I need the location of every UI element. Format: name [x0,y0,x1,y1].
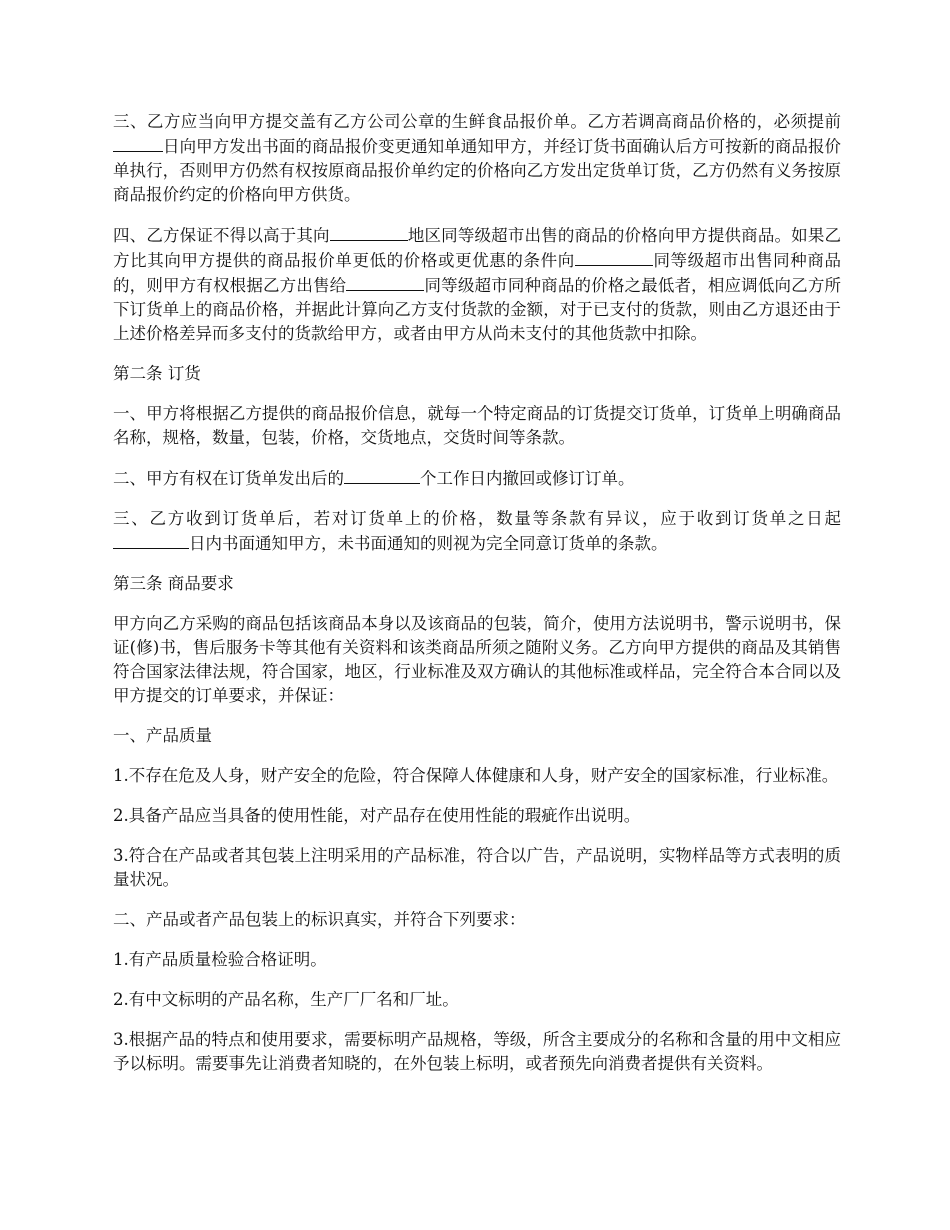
clause-price-guarantee: 四、乙方保证不得以高于其向 地区同等级超市出售的商品的价格向甲方提供商品。如果乙方比其向甲方提供的商品报价单更低的价格或更优惠的条件向 同等级超市出售同种商品的，则甲方有权根据乙方出售给 同等级超市同种商品的价格之最低者，相应调低向乙方所下订货单上的商品价格，并据此计算向乙方支付货款的金额，对于已支付的货款，则由乙方退还由于上述价格差异而多支付的货款给甲方，或者由甲方从尚未支付的其他货款中扣除。 [113,223,841,346]
label-item-3: 3.根据产品的特点和使用要求，需要标明产品规格，等级，所含主要成分的名称和含量的用中文相应予以标明。需要事先让消费者知晓的，在外包装上标明，或者预先向消费者提供有关资料。 [113,1030,841,1073]
clause-goods-intro: 甲方向乙方采购的商品包括该商品本身以及该商品的包装，简介，使用方法说明书，警示说明书，保证(修)书，售后服务卡等其他有关资料和该类商品所须之随附义务。乙方向甲方提供的商品及其销售符合国家法律法规，符合国家，地区，行业标准及双方确认的其他标准或样品，完全符合本合同以及甲方提交的订单要求，并保证： [113,614,841,705]
quality-heading: 一、产品质量 [113,726,212,745]
quality-item-3: 3.符合在产品或者其包装上注明采用的产品标准，符合以广告，产品说明，实物样品等方式表明的质量状况。 [113,846,841,889]
clause-order-2: 二、甲方有权在订货单发出后的 个工作日内撤回或修订订单。 [113,466,841,491]
blank-objection-days [113,531,189,549]
blank-region [330,223,408,241]
quality-item-2: 2.具备产品应当具备的使用性能，对产品存在使用性能的瑕疵作出说明。 [113,806,641,825]
blank-workdays [344,466,420,484]
label-heading: 二、产品或者产品包装上的标识真实，并符合下列要求： [113,910,526,929]
quality-item-1: 1.不存在危及人身，财产安全的危险，符合保障人体健康和人身，财产安全的国家标准，行业标准。 [113,766,839,785]
blank-party [575,248,653,266]
article-2-heading: 第二条 订货 [113,364,201,383]
label-item-1: 1.有产品质量检验合格证明。 [113,950,327,969]
label-item-2: 2.有中文标明的产品名称，生产厂厂名和厂址。 [113,990,459,1009]
article-3-heading: 第三条 商品要求 [113,574,234,593]
clause-order-1: 一、甲方将根据乙方提供的商品报价信息，就每一个特定商品的订货提交订货单，订货单上明确商品名称，规格，数量，包装，价格，交货地点，交货时间等条款。 [113,404,841,447]
clause-price-submission: 三、乙方应当向甲方提交盖有乙方公司公章的生鲜食品报价单。乙方若调高商品价格的，必须提前日向甲方发出书面的商品报价变更通知单通知甲方，并经订货书面确认后方可按新的商品报价单执行，否则甲方仍然有权按原商品报价单约定的价格向乙方发出定货单订货，乙方仍然有义务按原商品报价约定的价格向甲方供货。 [113,112,841,204]
document-page [113,110,841,1092]
clause-order-3: 三、乙方收到订货单后，若对订货单上的价格，数量等条款有异议，应于收到订货单之日起日内书面通知甲方，未书面通知的则视为完全同意订货单的条款。 [113,509,841,553]
blank-party-2 [346,273,424,291]
blank-days [113,134,163,152]
